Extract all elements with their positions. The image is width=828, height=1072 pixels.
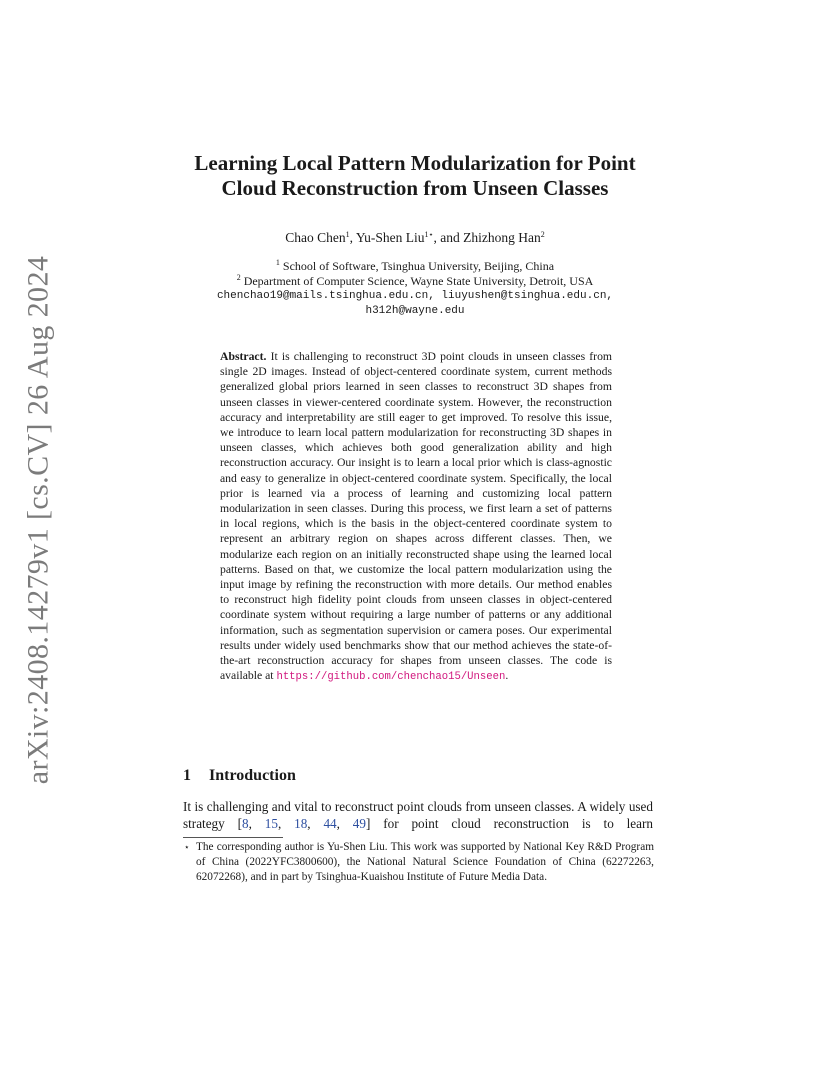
author-separator: , bbox=[349, 230, 356, 245]
abstract-label: Abstract. bbox=[220, 350, 267, 363]
arxiv-identifier-stamp bbox=[15, 255, 61, 785]
citation-link[interactable]: 8 bbox=[242, 816, 249, 831]
email-addresses-line-2: h312h@wayne.edu bbox=[365, 305, 465, 317]
citation-link[interactable]: 49 bbox=[352, 816, 366, 831]
author-name: Zhizhong Han bbox=[463, 230, 541, 245]
arxiv-identifier-text: arXiv:2408.14279v1 [cs.CV] 26 Aug 2024 bbox=[21, 255, 54, 785]
paper-title-line-1: Learning Local Pattern Modularization for Point bbox=[194, 151, 636, 175]
code-repository-link[interactable]: https://github.com/chenchao15/Unseen bbox=[276, 671, 506, 684]
affiliations-block bbox=[150, 259, 680, 319]
affiliation-mark: 2 bbox=[236, 273, 241, 282]
intro-text: ] for point cloud reconstruction is to learn bbox=[365, 816, 653, 831]
citation-link[interactable]: 15 bbox=[264, 816, 278, 831]
affiliation-mark: 1 bbox=[275, 258, 280, 267]
section-number: 1 bbox=[183, 767, 191, 784]
author-affiliation-mark: 1⋆ bbox=[424, 230, 434, 239]
affiliation-line bbox=[150, 259, 680, 274]
footnote bbox=[184, 840, 654, 884]
introduction-paragraph bbox=[183, 798, 653, 832]
section-heading-introduction bbox=[183, 767, 296, 785]
author-affiliation-mark: 1 bbox=[345, 230, 350, 239]
author-name: Chao Chen bbox=[285, 230, 346, 245]
abstract-end-period: . bbox=[505, 669, 509, 683]
footnote-divider bbox=[183, 837, 283, 838]
footnote-mark: ⋆ bbox=[184, 842, 190, 852]
author-affiliation-mark: 2 bbox=[540, 230, 545, 239]
intro-text: It is challenging and vital to reconstruct point clouds from unseen classes. A widely used strategy [ bbox=[183, 799, 653, 831]
affiliation-line bbox=[150, 274, 680, 289]
affiliation-text: School of Software, Tsinghua University, Beijing, China bbox=[282, 259, 555, 273]
author-list bbox=[150, 230, 680, 246]
section-title: Introduction bbox=[209, 767, 296, 784]
email-addresses-line-1: chenchao19@mails.tsinghua.edu.cn, liuyushen@tsinghua.edu.cn, bbox=[216, 290, 614, 302]
citation-separator: , bbox=[307, 816, 324, 831]
abstract-block bbox=[220, 349, 612, 685]
affiliation-text: Department of Computer Science, Wayne State University, Detroit, USA bbox=[243, 274, 594, 288]
citation-separator: , bbox=[336, 816, 353, 831]
citation-separator: , bbox=[248, 816, 265, 831]
abstract-body: It is challenging to reconstruct 3D point clouds in unseen classes from single 2D images. Instead of object-centered coordinate system, current methods generalized global priors learned in seen classes to reconstruct 3D shapes from unseen classes in viewer-centered coordinate system. However, the reconstruction accuracy and interpretability are still eager to get improved. To resolve this issue, we introduce to learn local pattern modularization for reconstructing 3D shapes in unseen classes, which achieves both good generalization ability and high reconstruction accuracy. Our insight is to learn a local prior which is class-agnostic and easy to generalize in object-centered coordinate system. Specifically, the local prior is learned via a process of learning and customizing local pattern modularization in seen classes. During this process, we first learn a set of patterns in local regions, which is the basis in the object-centered coordinate system to represent an arbitrary region on shapes across different classes. Then, we modularize each region on an initially reconstructed shape using the learned local patterns. Based on that, we customize the local pattern modularization using the input image by refining the reconstruction with more details. Our method enables to reconstruct high fidelity point clouds from unseen classes in object-centered coordinate system without requiring a large number of patterns or any additional information, such as segmentation supervision or camera poses. Our experimental results under widely used benchmarks show that our method achieves the state-of-the-art reconstruction accuracy for shapes from unseen classes. The code is available at bbox=[220, 350, 613, 683]
citation-link[interactable]: 18 bbox=[294, 816, 308, 831]
citation-link[interactable]: 44 bbox=[323, 816, 337, 831]
citation-separator: , bbox=[277, 816, 295, 831]
paper-title-line-2: Cloud Reconstruction from Unseen Classes bbox=[221, 176, 609, 200]
author-name: Yu-Shen Liu bbox=[355, 230, 425, 245]
footnote-text: The corresponding author is Yu-Shen Liu. This work was supported by National Key R&D Program of China (2022YFC3800600), the National Natural Science Foundation of China (62272263, 62072268), and in part by Tsinghua-Kuaishou Institute of Future Media Data. bbox=[196, 841, 654, 883]
paper-title bbox=[150, 151, 680, 201]
author-separator: , and bbox=[433, 230, 464, 245]
